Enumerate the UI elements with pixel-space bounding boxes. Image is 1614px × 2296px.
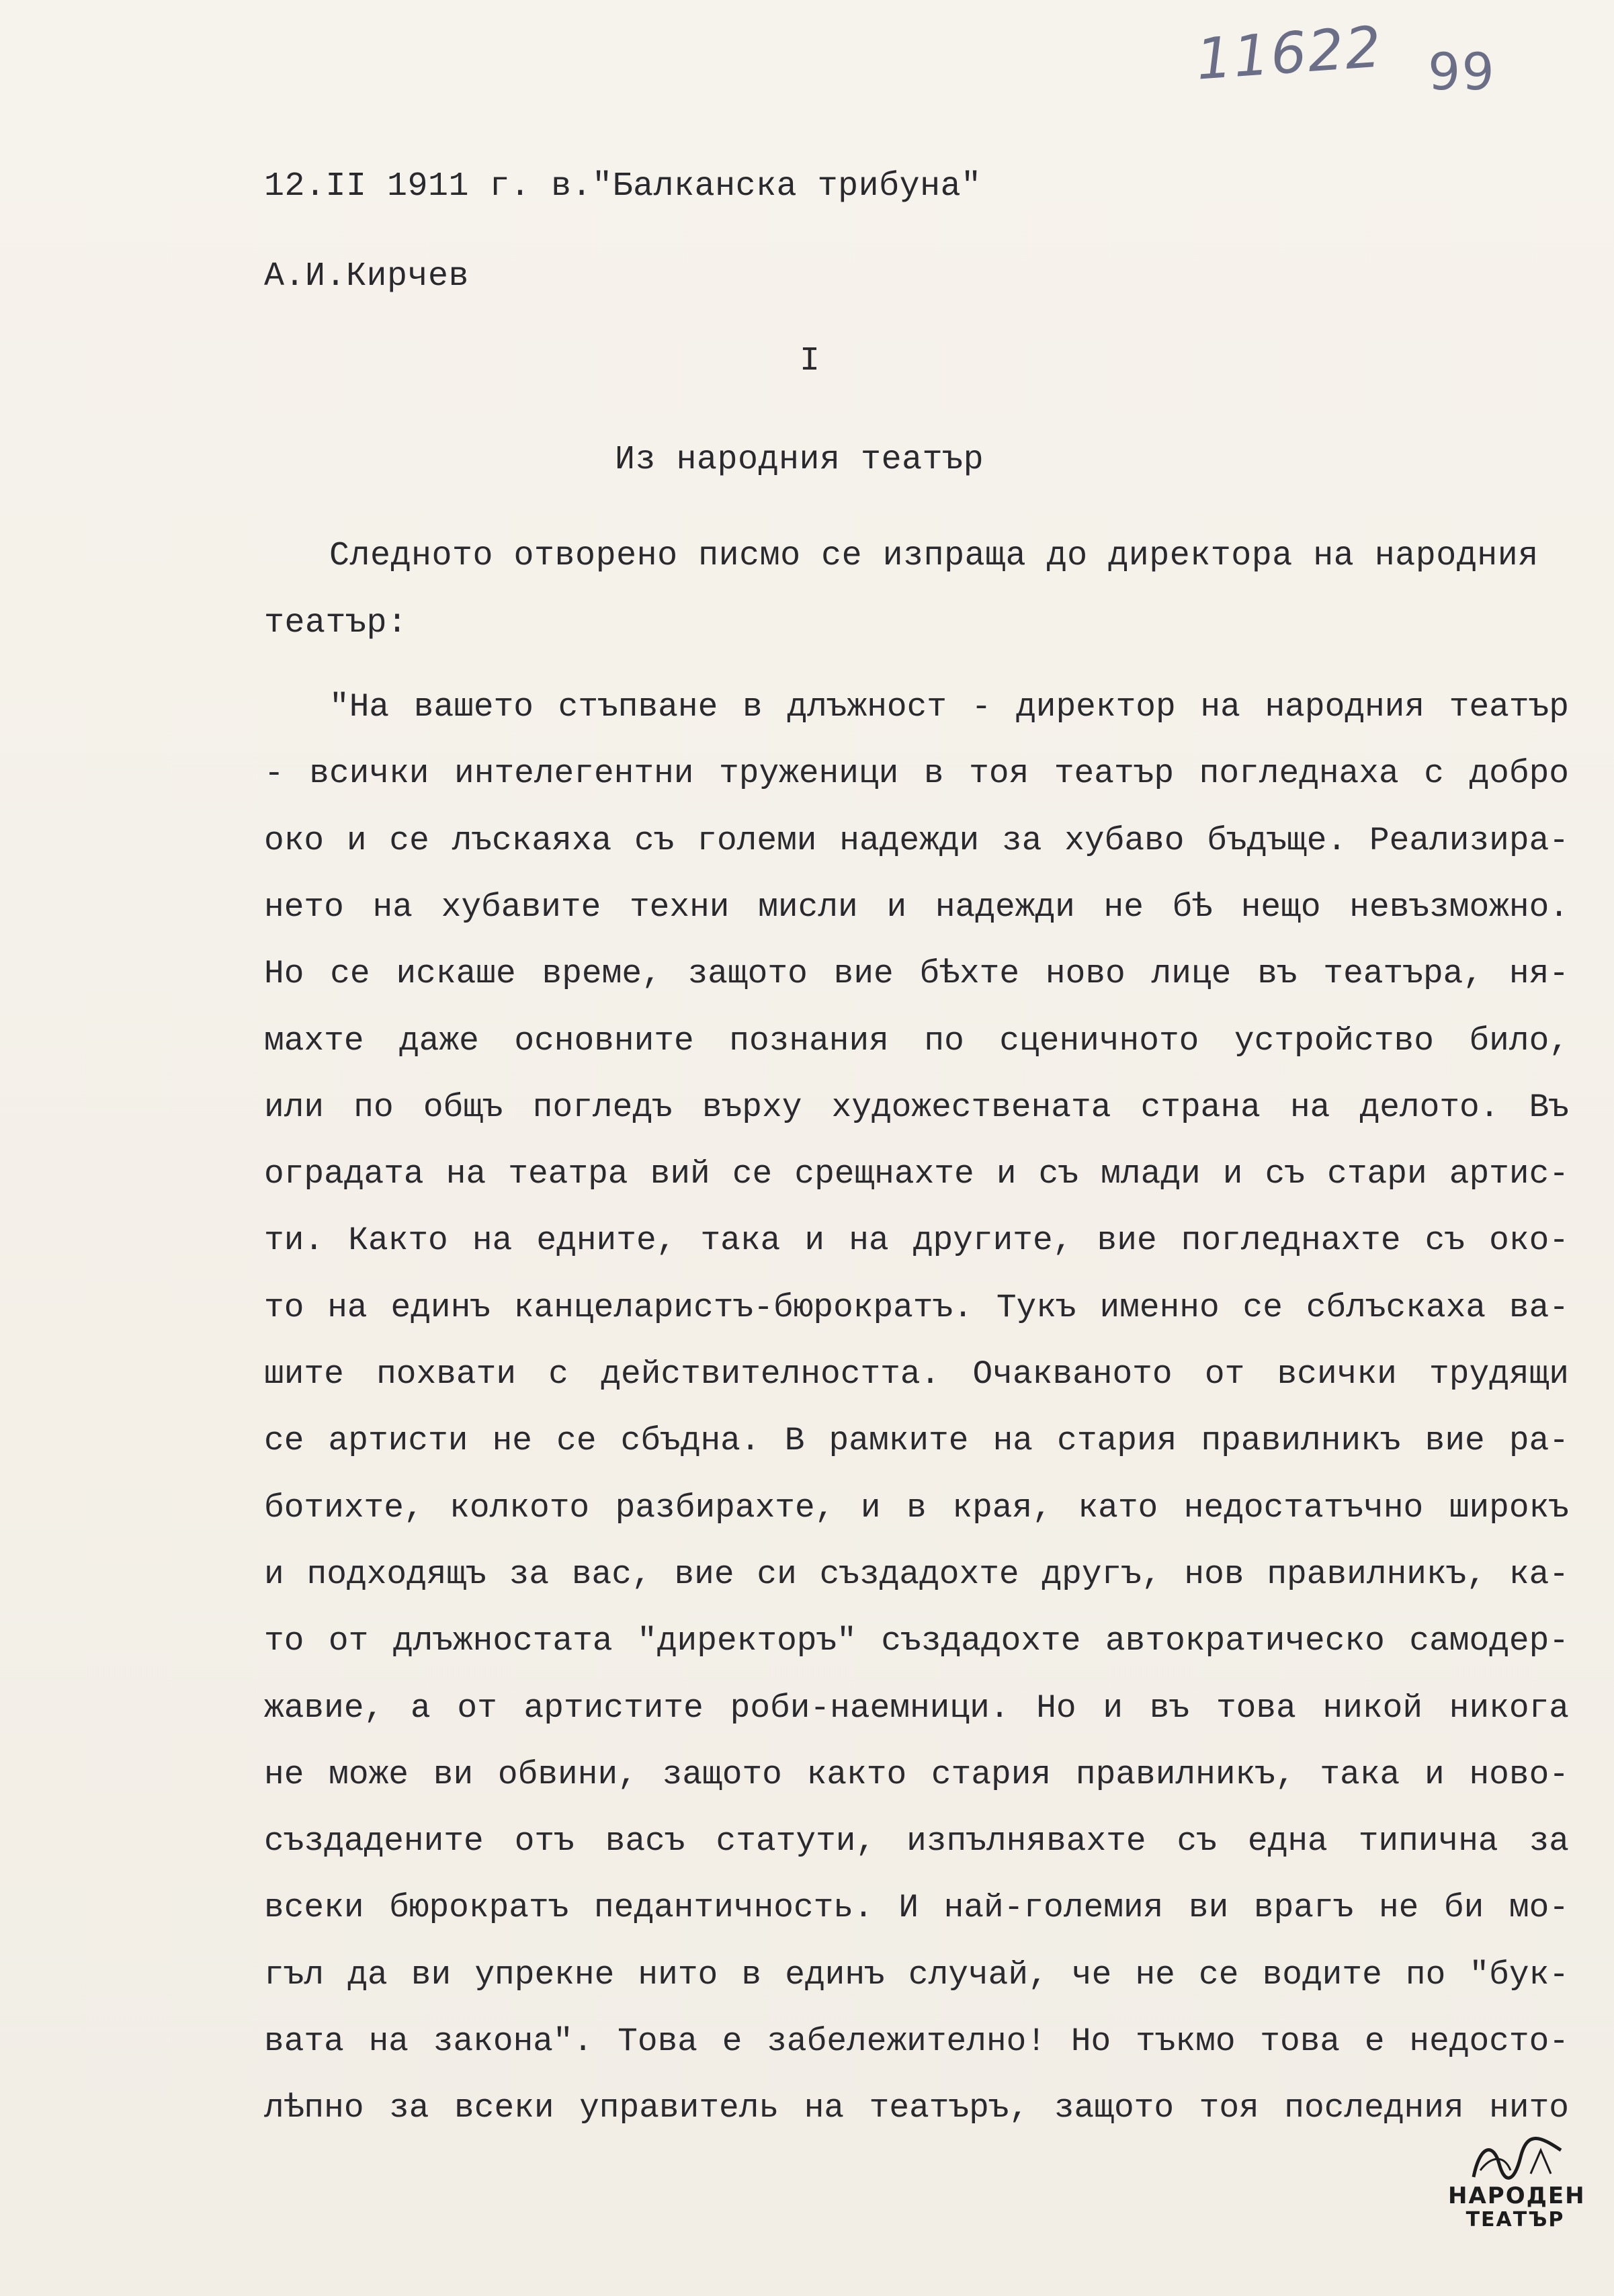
- letter-line: или по общъ погледъ върху художествената страна на делото. Въ: [264, 1089, 1569, 1126]
- letter-line: шите похвати с действителността. Очакваното от всички трудящи: [264, 1355, 1569, 1393]
- letter-line: нето на хубавите техни мисли и надежди не бѣ нещо невъзможно.: [264, 888, 1569, 926]
- letter-line: Но се искаше време, защото вие бѣхте ново лице въ театъра, ня-: [264, 955, 1569, 992]
- section-number: I: [800, 342, 820, 380]
- letter-line: то от длъжностата "директоръ" създадохте автократическо самодер-: [264, 1622, 1569, 1660]
- letter-line: "На вашето стъпване в длъжност - директор на народния театър: [329, 688, 1569, 726]
- letter-line: всеки бюрократъ педантичность. И най-големия ви врагъ не би мо-: [264, 1889, 1569, 1926]
- letter-line: - всички интелегентни труженици в тоя театър погледнаха с добро: [264, 755, 1569, 792]
- intro-line: Следното отворено писмо се изпраща до директора на народния: [329, 537, 1539, 575]
- letter-line: и подходящъ за вас, вие си създадохте другъ, нов правилникъ, ка-: [264, 1556, 1569, 1593]
- intro-line: театър:: [264, 604, 408, 642]
- letter-line: махте даже основните познания по сценичното устройство било,: [264, 1022, 1569, 1060]
- letter-line: вата на закона". Това е забележително! Но тъкмо това е недосто-: [264, 2023, 1569, 2060]
- folio-number: 99: [1428, 42, 1496, 101]
- logo-text-line2: ТЕАТЪР: [1466, 2208, 1565, 2231]
- theatre-emblem-icon: [1467, 2137, 1568, 2184]
- author-line: А.И.Кирчев: [264, 257, 470, 296]
- logo-text-line1: НАРОДЕН: [1448, 2182, 1586, 2209]
- archive-number: 11622: [1193, 13, 1385, 93]
- article-title: Из народния театър: [615, 441, 984, 479]
- letter-line: то на единъ канцеларистъ-бюрократъ. Тукъ именно се сблъскаха ва-: [264, 1289, 1569, 1326]
- letter-line: жавие, а от артистите роби-наемници. Но и въ това никой никога: [264, 1689, 1569, 1727]
- letter-line: ботихте, колкото разбирахте, и в края, като недостатъчно широкъ: [264, 1489, 1569, 1527]
- date-source-line: 12.II 1911 г. в."Балканска трибуна": [264, 167, 982, 206]
- letter-line: око и се лъскаяха съ големи надежди за хубаво бъдъще. Реализира-: [264, 822, 1569, 859]
- theatre-logo: [1448, 2137, 1586, 2244]
- letter-line: не може ви обвини, защото както стария правилникъ, така и ново-: [264, 1756, 1569, 1793]
- letter-line: оградата на театра вий се срещнахте и съ млади и съ стари артис-: [264, 1155, 1569, 1193]
- letter-line: се артисти не се сбъдна. В рамките на стария правилникъ вие ра-: [264, 1422, 1569, 1459]
- letter-line: ти. Както на едните, така и на другите, вие погледнахте съ око-: [264, 1222, 1569, 1259]
- letter-line: гъл да ви упрекне нито в единъ случай, че не се водите по "бук-: [264, 1956, 1569, 1994]
- letter-line: създадените отъ васъ статути, изпълнявахте съ една типична за: [264, 1822, 1569, 1860]
- letter-line: лѣпно за всеки управитель на театъръ, защото тоя последния нито: [264, 2089, 1569, 2127]
